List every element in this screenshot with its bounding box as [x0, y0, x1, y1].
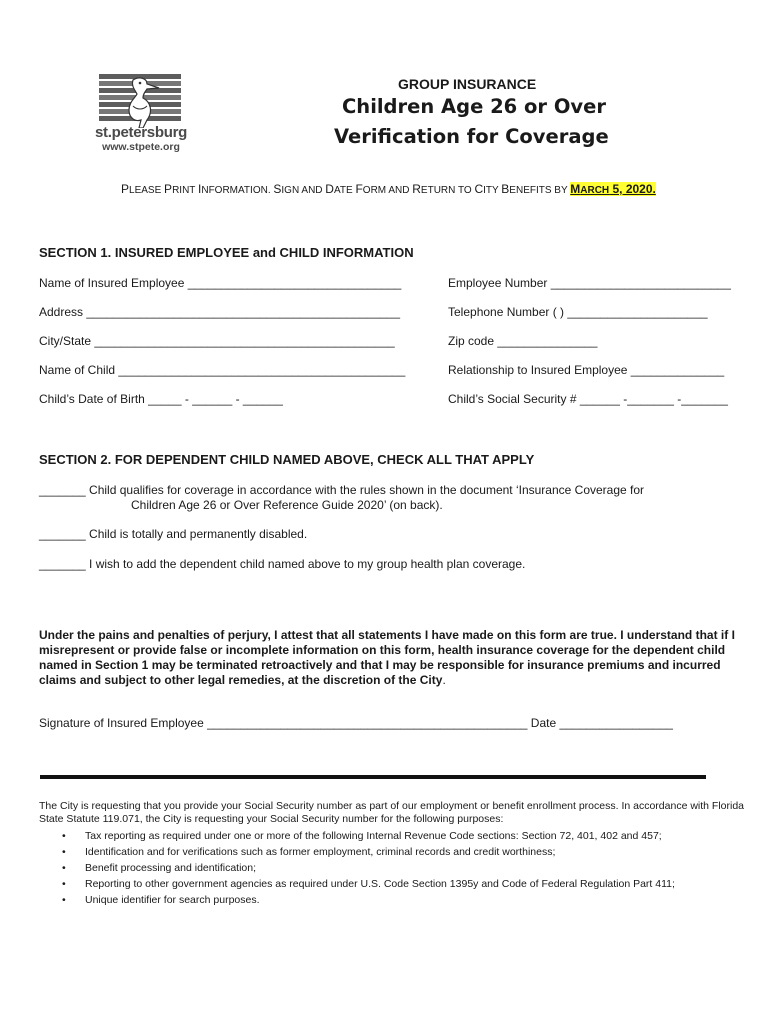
deadline-highlight: MARCH 5, 2020. — [570, 182, 656, 196]
city-logo — [93, 74, 189, 154]
section2-heading: SECTION 2. FOR DEPENDENT CHILD NAMED ABOVE, CHECK ALL THAT APPLY — [39, 452, 535, 467]
zip-code-field[interactable]: Zip code _______________ — [448, 334, 598, 348]
perjury-attestation: Under the pains and penalties of perjury, I attest that all statements I have made on this form are true. I understand that if I misrepresent or provide false or incomplete information on this form, health insurance coverage for the dependent child named in Section 1 may be terminated retroactively and that I may be responsible for insurance premiums and incurred claims and subject to other legal remedies, at the discretion of the City. — [39, 628, 735, 687]
child-name-field[interactable]: Name of Child ___________________________________________ — [39, 363, 406, 377]
group-insurance-label: GROUP INSURANCE — [398, 76, 537, 92]
list-item: • Tax reporting as required under one or more of the following Internal Revenue Code sections: Section 72, 401, 402 and 457; — [62, 828, 675, 844]
list-item: • Identification and for verifications such as former employment, criminal records and credit worthiness; — [62, 844, 675, 860]
ssn-purpose-list — [62, 828, 675, 908]
instructions: PLEASE PRINT INFORMATION. SIGN AND DATE FORM AND RETURN TO CITY BENEFITS BY MARCH 5, 2020. — [121, 182, 656, 196]
section1-heading: SECTION 1. INSURED EMPLOYEE and CHILD INFORMATION — [39, 245, 414, 260]
form-title-line2: Verification for Coverage — [334, 125, 609, 148]
employee-name-field[interactable]: Name of Insured Employee ________________________________ — [39, 276, 402, 290]
employee-number-field[interactable]: Employee Number ___________________________ — [448, 276, 731, 290]
list-item: • Reporting to other government agencies as required under U.S. Code Section 1395y and Code of Federal Regulation Part 411; — [62, 876, 675, 892]
qualifies-checkbox-line[interactable]: _______ Child qualifies for coverage in accordance with the rules shown in the document ‘Insurance Coverage for — [39, 483, 645, 497]
logo-name: st.petersburg — [95, 124, 187, 141]
child-ssn-field[interactable]: Child’s Social Security # ______ -_______ -_______ — [448, 392, 728, 406]
qualifies-checkbox-line2: Children Age 26 or Over Reference Guide 2020’ (on back). — [131, 498, 443, 512]
disabled-checkbox-line[interactable]: _______ Child is totally and permanently disabled. — [39, 527, 308, 541]
address-field[interactable]: Address _______________________________________________ — [39, 305, 401, 319]
list-item: • Benefit processing and identification; — [62, 860, 675, 876]
logo-url: www.stpete.org — [102, 141, 180, 153]
form-title-line1: Children Age 26 or Over — [342, 95, 606, 118]
signature-date-field[interactable]: Signature of Insured Employee ________________________________________________ Date _________________ — [39, 716, 673, 730]
relationship-field[interactable]: Relationship to Insured Employee ______________ — [448, 363, 725, 377]
child-dob-field[interactable]: Child’s Date of Birth _____ - ______ - ______ — [39, 392, 283, 406]
list-item: • Unique identifier for search purposes. — [62, 892, 675, 908]
telephone-field[interactable]: Telephone Number ( ) _____________________ — [448, 305, 708, 319]
city-state-field[interactable]: City/State _____________________________________________ — [39, 334, 395, 348]
divider-rule — [40, 775, 706, 779]
pelican-icon — [113, 76, 163, 128]
add-coverage-checkbox-line[interactable]: _______ I wish to add the dependent child named above to my group health plan coverage. — [39, 557, 526, 571]
ssn-disclosure-intro: The City is requesting that you provide your Social Security number as part of our employment or benefit enrollment process. In accordance with Florida State Statute 119.071, the City is requesting your Social Security number for the following purposes: — [39, 800, 745, 825]
